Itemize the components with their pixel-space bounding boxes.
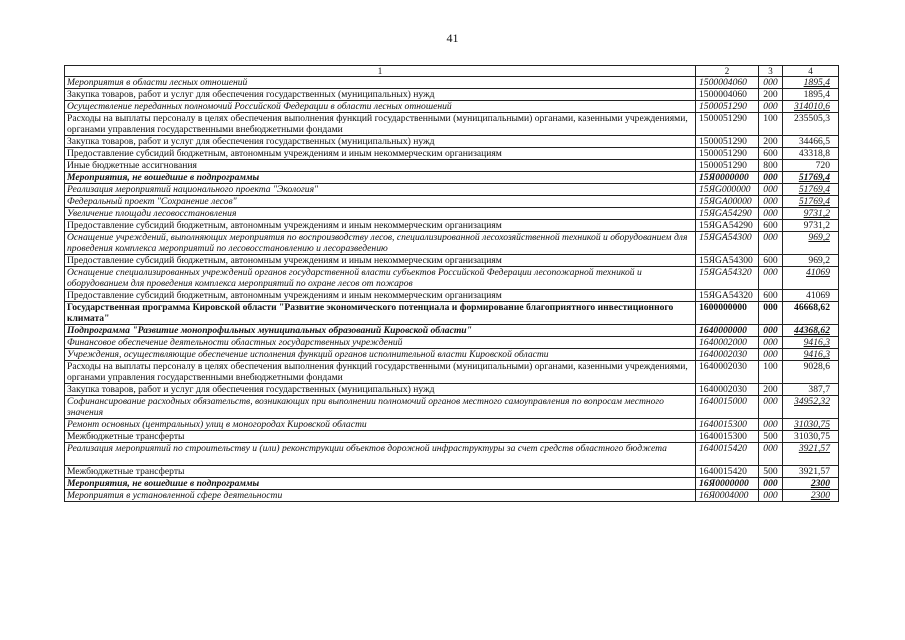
row-group-cell: 000 [759, 478, 783, 490]
row-code-cell: 15ЯGA00000 [696, 196, 759, 208]
table-row [65, 290, 839, 302]
header-col-3: 3 [759, 66, 783, 77]
row-amount-cell: 387,7 [783, 384, 839, 396]
row-group-cell: 000 [759, 490, 783, 502]
row-amount-cell: 46668,62 [783, 302, 839, 325]
row-name-cell: Предоставление субсидий бюджетным, автономным учреждениям и иным некоммерческим организациям [65, 255, 696, 267]
row-code-cell: 15ЯGA54320 [696, 290, 759, 302]
row-name-cell: Мероприятия в области лесных отношений [65, 77, 696, 89]
row-amount-cell: 235505,3 [783, 113, 839, 136]
row-code-cell: 1640002030 [696, 349, 759, 361]
table-row [65, 325, 839, 337]
table-row [65, 196, 839, 208]
row-name-cell: Оснащение специализированных учреждений органов государственной власти субъектов Российской Федерации лесопожарной техникой и оборудованием для проведения комплекса мероприятий по охране лесов от пожаров [65, 267, 696, 290]
row-amount-cell: 9731,2 [783, 208, 839, 220]
table-row [65, 431, 839, 443]
row-amount-cell: 2300 [783, 478, 839, 490]
header-col-2: 2 [696, 66, 759, 77]
row-code-cell: 15ЯGA54300 [696, 255, 759, 267]
table-row [65, 148, 839, 160]
row-amount-cell: 969,2 [783, 232, 839, 255]
table-row [65, 232, 839, 255]
row-name-cell: Мероприятия, не вошедшие в подпрограммы [65, 172, 696, 184]
row-amount-cell: 31030,75 [783, 419, 839, 431]
row-amount-cell: 51769,4 [783, 184, 839, 196]
row-group-cell: 000 [759, 172, 783, 184]
row-name-cell: Мероприятия в установленной сфере деятельности [65, 490, 696, 502]
row-name-cell: Мероприятия, не вошедшие в подпрограммы [65, 478, 696, 490]
row-name-cell: Реализация мероприятий национального проекта "Экология" [65, 184, 696, 196]
table-row [65, 220, 839, 232]
row-name-cell: Предоставление субсидий бюджетным, автономным учреждениям и иным некоммерческим организациям [65, 148, 696, 160]
row-amount-cell: 9028,6 [783, 361, 839, 384]
row-group-cell: 200 [759, 136, 783, 148]
row-name-cell: Закупка товаров, работ и услуг для обеспечения государственных (муниципальных) нужд [65, 136, 696, 148]
row-group-cell: 100 [759, 113, 783, 136]
row-name-cell: Ремонт основных (центральных) улиц в моногородах Кировской области [65, 419, 696, 431]
table-row [65, 101, 839, 113]
row-group-cell: 000 [759, 325, 783, 337]
header-col-1: 1 [65, 66, 696, 77]
row-amount-cell: 9731,2 [783, 220, 839, 232]
row-group-cell: 000 [759, 196, 783, 208]
row-code-cell: 1500004060 [696, 89, 759, 101]
row-code-cell: 15ЯGA54290 [696, 220, 759, 232]
row-group-cell: 200 [759, 384, 783, 396]
row-amount-cell: 3921,57 [783, 466, 839, 478]
row-name-cell: Государственная программа Кировской области "Развитие экономического потенциала и формирование благоприятного инвестиционного климата" [65, 302, 696, 325]
row-group-cell: 000 [759, 302, 783, 325]
row-group-cell: 000 [759, 419, 783, 431]
row-amount-cell: 41069 [783, 290, 839, 302]
table-row [65, 302, 839, 325]
row-group-cell: 000 [759, 443, 783, 466]
row-code-cell: 1600000000 [696, 302, 759, 325]
row-amount-cell: 1895,4 [783, 77, 839, 89]
page-number: 41 [446, 31, 459, 45]
table-header-row [65, 66, 839, 77]
table-row [65, 396, 839, 419]
row-code-cell: 1500051290 [696, 160, 759, 172]
row-code-cell: 1640015000 [696, 396, 759, 419]
row-amount-cell: 2300 [783, 490, 839, 502]
row-name-cell: Осуществление переданных полномочий Российской Федерации в области лесных отношений [65, 101, 696, 113]
table-row [65, 384, 839, 396]
row-code-cell: 1640002030 [696, 361, 759, 384]
row-group-cell: 000 [759, 184, 783, 196]
row-name-cell: Реализация мероприятий по строительству и (или) реконструкции объектов дорожной инфраструктуры за счет средств областного бюджета [65, 443, 696, 466]
table-row [65, 419, 839, 431]
row-amount-cell: 51769,4 [783, 172, 839, 184]
row-group-cell: 000 [759, 337, 783, 349]
row-code-cell: 1640015420 [696, 466, 759, 478]
row-group-cell: 000 [759, 349, 783, 361]
table-row [65, 77, 839, 89]
row-code-cell: 1500051290 [696, 113, 759, 136]
row-name-cell: Расходы на выплаты персоналу в целях обеспечения выполнения функций государственными (муниципальными) органами, казенными учреждениями, органами управления государственными внебюджетными фондами [65, 113, 696, 136]
row-code-cell: 1500004060 [696, 77, 759, 89]
row-amount-cell: 3921,57 [783, 443, 839, 466]
row-name-cell: Софинансирование расходных обязательств, возникающих при выполнении полномочий органов местного самоуправления по вопросам местного значения [65, 396, 696, 419]
row-group-cell: 000 [759, 267, 783, 290]
table-row [65, 172, 839, 184]
row-code-cell: 16Я0004000 [696, 490, 759, 502]
table-row [65, 478, 839, 490]
row-amount-cell: 9416,3 [783, 337, 839, 349]
row-group-cell: 000 [759, 208, 783, 220]
row-code-cell: 15ЯGA54300 [696, 232, 759, 255]
table-row [65, 267, 839, 290]
row-group-cell: 000 [759, 232, 783, 255]
row-code-cell: 1640015300 [696, 431, 759, 443]
row-amount-cell: 43318,8 [783, 148, 839, 160]
row-amount-cell: 31030,75 [783, 431, 839, 443]
table-row [65, 466, 839, 478]
row-code-cell: 1640000000 [696, 325, 759, 337]
row-name-cell: Межбюджетные трансферты [65, 431, 696, 443]
table-row [65, 255, 839, 267]
row-group-cell: 600 [759, 290, 783, 302]
table-row [65, 361, 839, 384]
row-group-cell: 100 [759, 361, 783, 384]
table-row [65, 184, 839, 196]
row-group-cell: 600 [759, 255, 783, 267]
row-amount-cell: 44368,62 [783, 325, 839, 337]
row-name-cell: Иные бюджетные ассигнования [65, 160, 696, 172]
row-code-cell: 16Я0000000 [696, 478, 759, 490]
row-amount-cell: 314010,6 [783, 101, 839, 113]
row-name-cell: Оснащение учреждений, выполняющих мероприятия по воспроизводству лесов, специализированной лесохозяйственной техникой и оборудованием для проведения комплекса мероприятий по лесовосстановлению и лесоразведению [65, 232, 696, 255]
row-group-cell: 800 [759, 160, 783, 172]
row-code-cell: 1500051290 [696, 148, 759, 160]
table-row [65, 113, 839, 136]
row-group-cell: 500 [759, 431, 783, 443]
row-code-cell: 1640002000 [696, 337, 759, 349]
row-amount-cell: 9416,3 [783, 349, 839, 361]
row-name-cell: Межбюджетные трансферты [65, 466, 696, 478]
row-amount-cell: 41069 [783, 267, 839, 290]
row-amount-cell: 969,2 [783, 255, 839, 267]
table-row [65, 136, 839, 148]
row-group-cell: 600 [759, 220, 783, 232]
row-group-cell: 600 [759, 148, 783, 160]
row-code-cell: 15ЯGA54290 [696, 208, 759, 220]
table-row [65, 349, 839, 361]
row-code-cell: 1640015420 [696, 443, 759, 466]
table-row [65, 89, 839, 101]
row-name-cell: Закупка товаров, работ и услуг для обеспечения государственных (муниципальных) нужд [65, 89, 696, 101]
row-code-cell: 1500051290 [696, 136, 759, 148]
row-name-cell: Подпрограмма "Развитие монопрофильных муниципальных образований Кировской области" [65, 325, 696, 337]
row-name-cell: Финансовое обеспечение деятельности областных государственных учреждений [65, 337, 696, 349]
row-name-cell: Предоставление субсидий бюджетным, автономным учреждениям и иным некоммерческим организациям [65, 290, 696, 302]
row-name-cell: Увеличение площади лесовосстановления [65, 208, 696, 220]
row-amount-cell: 720 [783, 160, 839, 172]
row-name-cell: Предоставление субсидий бюджетным, автономным учреждениям и иным некоммерческим организациям [65, 220, 696, 232]
header-col-4: 4 [783, 66, 839, 77]
row-group-cell: 000 [759, 77, 783, 89]
table-row [65, 443, 839, 466]
row-group-cell: 000 [759, 396, 783, 419]
row-code-cell: 1500051290 [696, 101, 759, 113]
row-amount-cell: 1895,4 [783, 89, 839, 101]
table-row [65, 208, 839, 220]
row-name-cell: Федеральный проект "Сохранение лесов" [65, 196, 696, 208]
row-code-cell: 15Я0000000 [696, 172, 759, 184]
row-name-cell: Учреждения, осуществляющие обеспечение исполнения функций органов исполнительной власти Кировской области [65, 349, 696, 361]
row-amount-cell: 34952,32 [783, 396, 839, 419]
row-group-cell: 500 [759, 466, 783, 478]
row-name-cell: Закупка товаров, работ и услуг для обеспечения государственных (муниципальных) нужд [65, 384, 696, 396]
row-group-cell: 000 [759, 101, 783, 113]
budget-table [64, 65, 839, 502]
table-row [65, 160, 839, 172]
table-row [65, 337, 839, 349]
row-code-cell: 1640002030 [696, 384, 759, 396]
table-row [65, 490, 839, 502]
row-code-cell: 15ЯG000000 [696, 184, 759, 196]
row-group-cell: 200 [759, 89, 783, 101]
row-code-cell: 15ЯGA54320 [696, 267, 759, 290]
row-name-cell: Расходы на выплаты персоналу в целях обеспечения выполнения функций государственными (муниципальными) органами, казенными учреждениями, органами управления государственными внебюджетными фондами [65, 361, 696, 384]
row-amount-cell: 51769,4 [783, 196, 839, 208]
row-code-cell: 1640015300 [696, 419, 759, 431]
row-amount-cell: 34466,5 [783, 136, 839, 148]
